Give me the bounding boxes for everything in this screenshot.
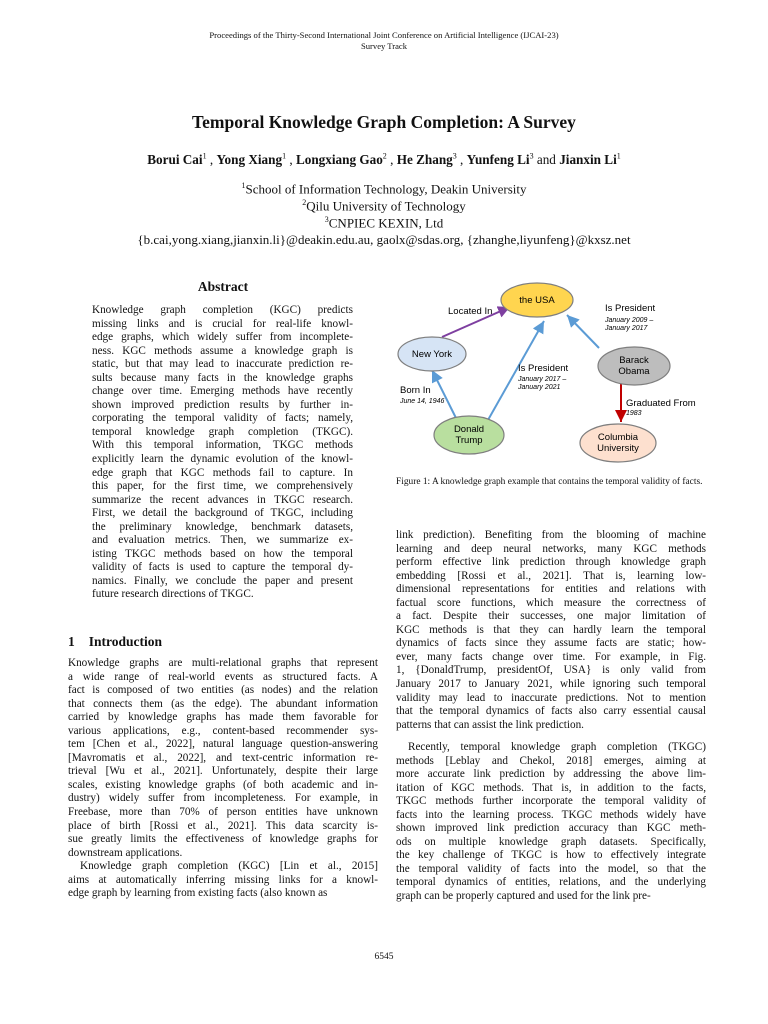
- author-list: [0, 152, 768, 168]
- text-line: isting TKGC methods based on how the temporal: [92, 547, 353, 560]
- text-line: edge graph that KGC methods fail to capture. In: [92, 466, 353, 479]
- text-line: itation of KGC methods. That is, in addition to the facts,: [396, 781, 706, 794]
- text-line: validity may lead to inaccurate predictions. Not to mention: [396, 691, 706, 704]
- section-heading-introduction: 1 Introduction: [68, 634, 163, 649]
- text-line: scales, existing knowledge graphs (of both academic and in-: [68, 778, 378, 791]
- svg-text:January 2017 –: January 2017 –: [518, 376, 567, 383]
- text-line: perform effective link prediction through knowledge graph: [396, 556, 706, 569]
- text-line: various applications, e.g., content-based recommender sys-: [68, 724, 378, 737]
- text-line: the temporal validity of facts into the model, so that the: [396, 862, 706, 875]
- svg-text:Columbia: Columbia: [597, 432, 639, 443]
- intro-paragraph-1: [68, 657, 378, 860]
- text-line: Freebase, more than 70% of person entities have unknown: [68, 806, 378, 819]
- svg-text:Obama: Obama: [618, 366, 650, 377]
- paper-title: Temporal Knowledge Graph Completion: A Survey: [192, 112, 576, 132]
- svg-text:Barack: Barack: [619, 355, 649, 366]
- text-line: shown improved link prediction accuracy than KGC meth-: [396, 822, 706, 835]
- text-line: With this temporal information, TKGC methods: [92, 439, 353, 452]
- text-line: temporal dynamics of entities, relations, and the underlying: [396, 876, 706, 889]
- text-line: downstream applications.: [68, 846, 183, 859]
- text-line: shown improved prediction results by further in-: [92, 398, 353, 411]
- affiliation: $^2$Qilu University of Technology: [302, 198, 466, 214]
- text-line: TKGC methods further incorporate the temporal validity of: [396, 795, 706, 808]
- text-line: [Mavromatis et al., 2022], and text-centric information re-: [68, 751, 378, 764]
- edge-born-in: [432, 370, 456, 418]
- text-line: patterns that can assist the link prediction.: [396, 718, 584, 731]
- svg-text:Trump: Trump: [455, 435, 483, 446]
- text-line: place of birth [Rossi et al., 2021]. This data scarcity is-: [68, 819, 378, 832]
- text-line: edge graphs, which widely suffer from incomplete-: [92, 331, 353, 344]
- text-line: ever, many facts change over time. For example, in Fig.: [396, 650, 706, 663]
- right-paragraph-1: [396, 529, 706, 732]
- text-line: ness. KGC methods assume a knowledge graph is: [92, 344, 353, 357]
- text-line: factual score functions, which measure the correctness of: [396, 596, 706, 609]
- text-line: Knowledge graph completion (KGC) [Lin et al., 2015]: [80, 860, 378, 872]
- text-line: Knowledge graph completion (KGC) predicts: [92, 304, 353, 316]
- author: Longxiang Gao$^2$ ,: [295, 152, 397, 168]
- text-line: that connects them (as the edge). The abundant information: [68, 697, 378, 710]
- svg-text:New York: New York: [411, 349, 453, 360]
- text-line: carried by knowledge graphs has made them favorable for: [68, 711, 378, 724]
- author: Yong Xiang$^1$ ,: [216, 152, 296, 168]
- text-line: Recently, temporal knowledge graph completion (TKGC): [408, 741, 706, 753]
- affiliation: $^1$School of Information Technology, Deakin University: [241, 181, 527, 197]
- author-emails: {b.cai,yong.xiang,jianxin.li}@deakin.edu.au, gaolx@sdas.org, {zhanghe,liyunfeng}@kxsz.net: [137, 232, 631, 247]
- page-number: 6545: [374, 952, 394, 962]
- text-line: trieval [Wu et al., 2021]. Unfortunately, despite their large: [68, 765, 378, 778]
- text-line: tem [Chen et al., 2022], natural language question-answering: [68, 738, 378, 751]
- svg-text:the USA: the USA: [519, 295, 555, 306]
- svg-text:January 2017: January 2017: [605, 325, 648, 332]
- affiliation: $^3$CNPIEC KEXIN, Ltd: [324, 215, 444, 231]
- text-line: dustry) widely suffer from incompleteness. For example, in: [68, 792, 378, 805]
- text-line: future research directions of TKGC.: [92, 588, 254, 601]
- text-line: facts into the learning process. TKGC methods widely have: [396, 808, 706, 821]
- text-line: sults because many facts in the knowledge graphs: [92, 371, 353, 384]
- author: Borui Cai$^1$ ,: [147, 152, 217, 168]
- text-line: corporating the temporal validity of facts; namely,: [92, 412, 353, 425]
- text-line: First, we detail the background of TKGC, including: [92, 507, 353, 520]
- author: He Zhang$^3$ ,: [396, 152, 467, 168]
- right-paragraph-2: [396, 741, 706, 904]
- svg-text:Donald: Donald: [453, 424, 485, 435]
- text-line: KGC methods is that they can hardly learn the temporal: [396, 623, 706, 636]
- text-line: learning and deep neural networks, many KGC methods: [396, 542, 706, 555]
- svg-text:University: University: [597, 443, 639, 454]
- author: Jianxin Li$^1$: [559, 152, 621, 168]
- text-line: that the temporal dynamics of facts also carry essential causal: [396, 705, 706, 718]
- text-line: a wide range of real-world events as structured facts. A: [68, 670, 378, 683]
- abstract-heading: Abstract: [197, 279, 249, 294]
- text-line: temporal knowledge graph completion (TKGC).: [92, 425, 353, 438]
- abstract-body: [92, 304, 353, 602]
- running-header-line1: Proceedings of the Thirty-Second International Joint Conference on Artificial Intelligence (IJCAI-23): [209, 30, 559, 40]
- label-graduated-from: Graduated From: [626, 398, 696, 409]
- text-line: January 2017 to January 2021, while ignoring such temporal: [396, 678, 706, 691]
- text-line: a fact. Despite their successes, one major limitation of: [396, 610, 706, 623]
- text-line: more accurate link prediction by addressing the above lim-: [396, 768, 706, 781]
- text-line: validity of facts is used to capture the temporal dy-: [92, 561, 353, 574]
- text-line: aims at automatically inferring missing links for a knowl-: [68, 873, 378, 886]
- text-line: namics. Finally, we conclude the paper and present: [92, 574, 353, 587]
- svg-text:January 2009 –: January 2009 –: [605, 317, 654, 324]
- text-line: link prediction). Benefiting from the blooming of machine: [396, 529, 706, 541]
- svg-text:1983: 1983: [626, 410, 642, 417]
- text-line: missing links and is crucial for real-life knowl-: [92, 317, 353, 330]
- text-line: dynamics of facts since they assume facts are static; how-: [396, 637, 706, 650]
- text-line: the preliminary knowledge, benchmark datasets,: [92, 520, 353, 533]
- text-line: static, but that may lead to inaccurate prediction re-: [92, 358, 353, 371]
- text-line: the key challenge of TKGC is how to effectively integrate: [396, 849, 706, 862]
- text-line: this paper, for the first time, we comprehensively: [92, 480, 353, 493]
- text-line: dimensional representations for entities and relations with: [396, 583, 706, 596]
- figure-knowledge-graph: [392, 282, 706, 468]
- figure-1-caption: Figure 1: A knowledge graph example that contains the temporal validity of facts.: [396, 477, 703, 487]
- text-line: change over time. Emerging methods have recently: [92, 385, 353, 398]
- text-line: Knowledge graphs are multi-relational graphs that represent: [68, 657, 378, 669]
- edge-is-president-obama: [567, 315, 599, 348]
- text-line: sue greatly limits the effectiveness of knowledge graphs for: [68, 833, 378, 846]
- label-is-president-trump: Is President: [518, 363, 569, 374]
- text-line: fact is composed of two entities (as nodes) and the relation: [68, 684, 378, 697]
- svg-text:June 14, 1946: June 14, 1946: [400, 398, 445, 405]
- label-located-in: Located In: [448, 306, 493, 317]
- author: Yunfeng Li$^3$ and: [466, 152, 560, 168]
- text-line: edge graph by learning from existing facts (also known as: [68, 887, 328, 900]
- text-line: methods [Leblay and Chekol, 2018] emerges, aiming at: [396, 754, 706, 767]
- text-line: summarize the recent advances in TKGC research.: [92, 493, 353, 506]
- text-line: and evaluation metrics. Then, we summarize ex-: [92, 534, 353, 547]
- text-line: explicitly learn the dynamic evolution of the knowl-: [92, 453, 353, 466]
- label-is-president-obama: Is President: [605, 303, 656, 314]
- running-header-line2: Survey Track: [360, 41, 408, 51]
- text-line: 1, {DonaldTrump, presidentOf, USA} is only valid from: [396, 664, 706, 677]
- intro-paragraph-2: [68, 860, 378, 901]
- text-line: ods on multiple knowledge graph datasets. Specifically,: [396, 835, 706, 848]
- text-line: graph can be properly captured and used for the link pre-: [396, 890, 651, 903]
- text-line: embedding [Rossi et al., 2021]. That is, learning low-: [396, 569, 706, 582]
- svg-text:January 2021: January 2021: [518, 384, 561, 391]
- label-born-in: Born In: [400, 385, 431, 396]
